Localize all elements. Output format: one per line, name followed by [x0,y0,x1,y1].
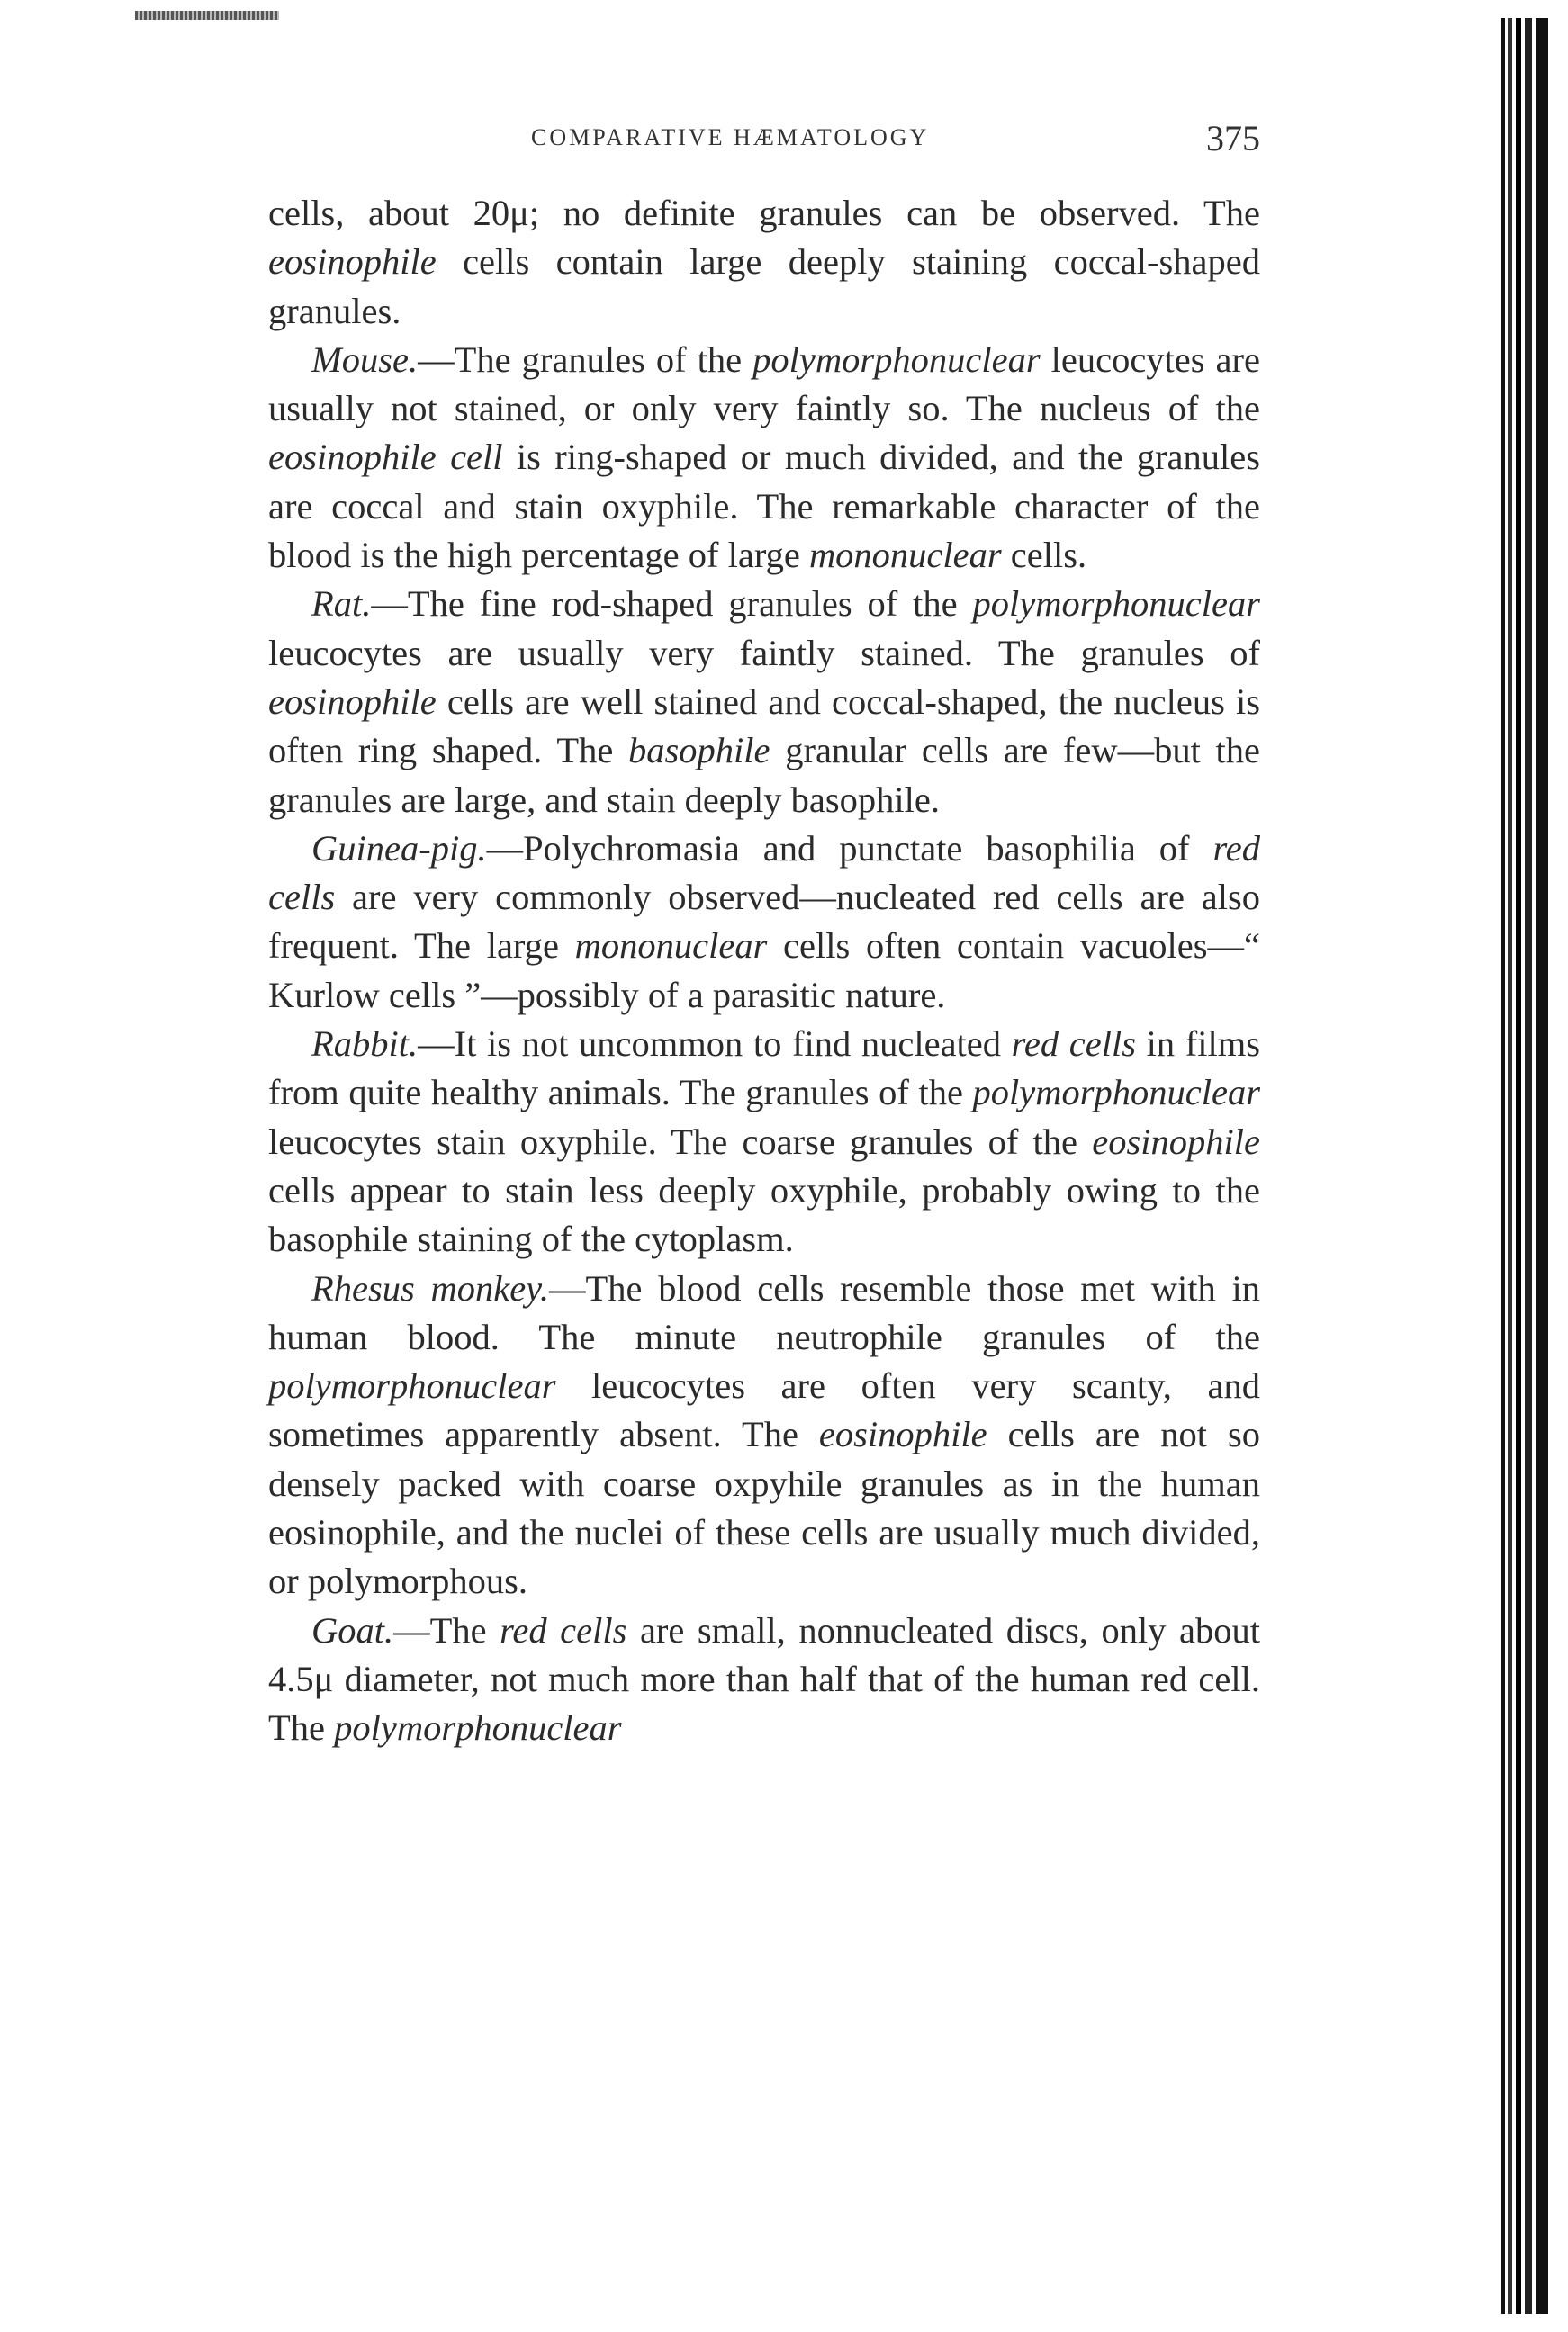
italic-term: red cells [1011,1023,1136,1065]
species-heading: Goat. [311,1609,394,1651]
italic-term: polymorphonuclear [334,1707,622,1749]
text-run: leucocytes are usually very faintly stained. The granules of [268,632,1260,673]
italic-term: polymorphonuclear [972,583,1260,625]
page-number: 375 [1206,118,1260,158]
text-run: granular cells are few—but the granules are large, and stain deeply basophile. [268,730,1260,820]
species-heading: Mouse. [311,338,419,380]
text-run: cells appear to stain less deeply oxyphile, probably owing to the basophile staining of the cytoplasm. [268,1169,1260,1260]
text-run: —It is not uncommon to find nucleated [418,1023,1012,1065]
text-run: cells are well stained and coccal-shaped, the nucleus is often ring shaped. The [268,680,1260,771]
italic-term: polymorphonuclear [972,1072,1260,1113]
paragraph-mouse [268,336,1260,580]
italic-term: eosinophile [818,1414,987,1455]
paragraph-goat [268,1607,1260,1753]
species-heading: Rabbit. [311,1023,419,1065]
italic-term: mononuclear [574,925,768,967]
page-gutter-edge [1501,18,1548,2314]
italic-term: polymorphonuclear [752,338,1041,380]
text-run: are very commonly observed—nucleated red cells are also frequent. The large [268,877,1260,967]
italic-term: red cells [500,1609,627,1651]
text-run: leucocytes are often very scanty, and sometimes apparently absent. The [268,1365,1260,1455]
species-heading: Guinea-pig. [311,827,487,869]
species-heading: Rhesus monkey. [311,1267,550,1309]
text-run: —The fine rod-shaped granules of the [371,583,973,625]
running-head: COMPARATIVE HÆMATOLOGY [531,124,930,150]
paragraph-continued [268,189,1260,336]
text-run: cells contain large deeply staining coccal-shaped granules. [268,241,1260,331]
species-heading: Rat. [311,583,372,625]
text-run: —The granules of the [418,338,753,380]
italic-term: red cells [268,827,1260,918]
text-run: —The blood cells resemble those met with in human blood. The minute neutrophile granules of the [268,1267,1260,1357]
text-run: are small, nonnucleated discs, only about 4.5μ diameter, not much more than half that of the human red cell. The [268,1609,1260,1749]
italic-term: polymorphonuclear [268,1365,556,1407]
paragraph-rabbit [268,1020,1260,1264]
paragraph-rat [268,580,1260,824]
text-run: cells are not so densely packed with coarse oxpyhile granules as in the human eosinophile, and the nuclei of these cells are usually much divided, or polymorphous. [268,1414,1260,1602]
text-run: cells often contain vacuoles—“ Kurlow cells ”—possibly of a parasitic nature. [268,925,1260,1015]
paragraph-guinea-pig [268,824,1260,1020]
text-run: cells, about 20μ; no definite granules can be observed. The [268,193,1260,233]
scan-edge-mark [135,11,279,20]
body-text [268,189,1260,1753]
text-run: —The [393,1609,500,1651]
text-run: cells. [1001,535,1087,576]
italic-term: basophile [628,730,770,771]
italic-term: mononuclear [808,535,1002,576]
italic-term: eosinophile cell [268,437,503,478]
paragraph-rhesus-monkey [268,1265,1260,1607]
text-run: leucocytes are usually not stained, or only very faintly so. The nucleus of the [268,338,1260,429]
italic-term: eosinophile [268,680,437,722]
page-header [270,117,1260,171]
text-run: is ring-shaped or much divided, and the granules are coccal and stain oxyphile. The remarkable character of the blood is the high percentage of large [268,437,1260,576]
italic-term: eosinophile [268,241,437,283]
italic-term: eosinophile [1092,1121,1260,1162]
text-run: leucocytes stain oxyphile. The coarse granules of the [268,1121,1093,1162]
text-run: in films from quite healthy animals. The granules of the [268,1023,1260,1113]
text-run: —Polychromasia and punctate basophilia of [486,827,1213,869]
